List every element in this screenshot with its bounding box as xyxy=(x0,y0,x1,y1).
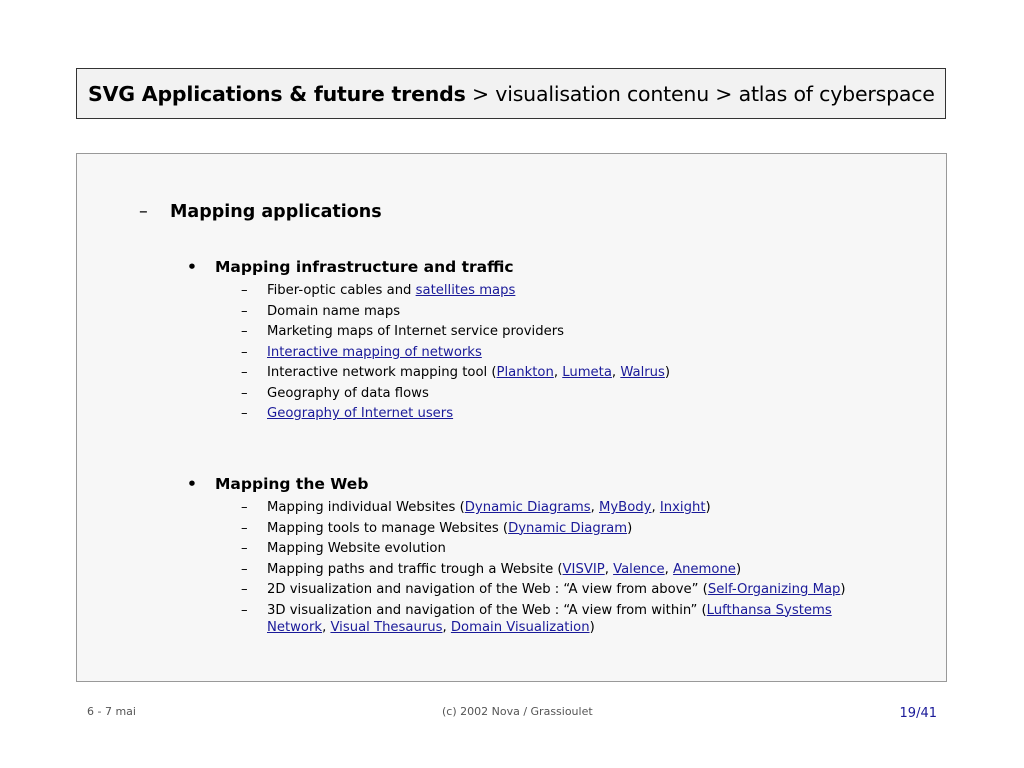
item-text: Mapping tools to manage Websites ( xyxy=(267,520,509,536)
slide-title xyxy=(76,68,946,119)
section-heading: Mapping infrastructure and traffic xyxy=(215,258,514,276)
list-item xyxy=(241,581,881,598)
dash-marker: – xyxy=(241,283,248,298)
item-text: ) xyxy=(705,500,711,515)
list-item xyxy=(241,364,881,381)
link-mybody[interactable]: MyBody xyxy=(599,500,652,515)
link-lufthansa-systems-network[interactable]: Lufthansa Systems Network xyxy=(267,602,832,635)
item-text: Domain name maps xyxy=(267,303,401,319)
bullet-marker: • xyxy=(187,475,197,493)
footer-copyright: (c) 2002 Nova / Grassioulet xyxy=(442,705,593,718)
item-text: Mapping individual Websites ( xyxy=(267,500,465,515)
link-interactive-mapping-of-networks[interactable]: Interactive mapping of networks xyxy=(267,344,482,360)
dash-marker: – xyxy=(241,365,248,380)
footer-date: 6 - 7 mai xyxy=(87,705,136,718)
list-item xyxy=(241,540,881,557)
link-satellites-maps[interactable]: satellites maps xyxy=(415,283,516,298)
item-text: ) xyxy=(735,561,742,577)
link-dynamic-diagrams[interactable]: Dynamic Diagrams xyxy=(464,500,591,515)
item-text: Marketing maps of Internet service providers xyxy=(267,324,564,339)
web-list xyxy=(241,499,881,636)
item-text: ) xyxy=(589,619,595,635)
list-item xyxy=(241,561,881,578)
dash-marker: – xyxy=(241,500,248,515)
dash-marker: – xyxy=(241,541,248,556)
link-visual-thesaurus[interactable]: Visual Thesaurus xyxy=(330,619,443,635)
page-number: 19/41 xyxy=(899,706,937,721)
list-item xyxy=(241,323,881,340)
item-text: ) xyxy=(664,365,671,380)
section-heading: Mapping the Web xyxy=(215,475,369,493)
item-text: ) xyxy=(627,520,633,536)
level1-heading: Mapping applications xyxy=(170,202,382,222)
bullet-heading-web xyxy=(187,475,827,499)
item-text: Fiber-optic cables and xyxy=(267,283,416,298)
list-item xyxy=(241,602,881,636)
slide-title-breadcrumb: > visualisation contenu > atlas of cyberspace xyxy=(465,81,935,106)
separator: , xyxy=(590,500,599,515)
bullet-heading-infrastructure xyxy=(187,258,827,282)
separator: , xyxy=(611,365,621,380)
list-item xyxy=(241,282,881,299)
link-lumeta[interactable]: Lumeta xyxy=(562,365,612,380)
list-item xyxy=(241,344,881,361)
dash-marker: – xyxy=(241,303,248,319)
dash-marker: – xyxy=(241,582,248,597)
separator: , xyxy=(651,500,660,515)
list-item xyxy=(241,499,881,516)
link-anemone[interactable]: Anemone xyxy=(673,561,736,577)
list-item xyxy=(241,520,881,537)
slide-content xyxy=(76,153,947,682)
link-plankton[interactable]: Plankton xyxy=(496,365,554,380)
separator: , xyxy=(442,619,451,635)
list-item xyxy=(241,385,881,402)
section-web xyxy=(187,475,846,639)
separator: , xyxy=(322,619,331,635)
link-valence[interactable]: Valence xyxy=(613,561,665,577)
dash-marker: – xyxy=(241,520,248,536)
link-geography-of-internet-users[interactable]: Geography of Internet users xyxy=(267,406,454,421)
item-text: 2D visualization and navigation of the Web : “A view from above” ( xyxy=(267,582,708,597)
separator: , xyxy=(604,561,614,577)
dash-marker: – xyxy=(241,406,248,421)
bullet-marker: • xyxy=(187,258,197,276)
item-text: Interactive network mapping tool ( xyxy=(267,365,497,380)
section-infrastructure xyxy=(187,258,827,426)
link-domain-visualization[interactable]: Domain Visualization xyxy=(450,619,590,635)
dash-marker: – xyxy=(241,324,248,339)
link-visvip[interactable]: VISVIP xyxy=(562,561,605,577)
list-item xyxy=(241,405,881,422)
separator: , xyxy=(553,365,563,380)
link-self-organizing-map[interactable]: Self-Organizing Map xyxy=(707,582,841,597)
dash-marker: – xyxy=(241,561,248,577)
item-text: Mapping Website evolution xyxy=(267,541,446,556)
separator: , xyxy=(664,561,674,577)
dash-marker: – xyxy=(241,344,248,360)
dash-marker: – xyxy=(139,202,148,222)
infrastructure-list xyxy=(241,282,881,422)
item-text: Mapping paths and traffic trough a Website ( xyxy=(267,561,563,577)
slide-title-main: SVG Applications & future trends xyxy=(88,81,466,106)
dash-marker: – xyxy=(241,385,248,401)
item-text: ) xyxy=(840,582,846,597)
list-item xyxy=(241,303,881,320)
item-text: 3D visualization and navigation of the Web : “A view from within” ( xyxy=(267,602,707,618)
link-walrus[interactable]: Walrus xyxy=(620,365,665,380)
link-inxight[interactable]: Inxight xyxy=(659,500,706,515)
link-dynamic-diagram[interactable]: Dynamic Diagram xyxy=(508,520,628,536)
item-text: Geography of data flows xyxy=(267,385,429,401)
dash-marker: – xyxy=(241,602,248,618)
